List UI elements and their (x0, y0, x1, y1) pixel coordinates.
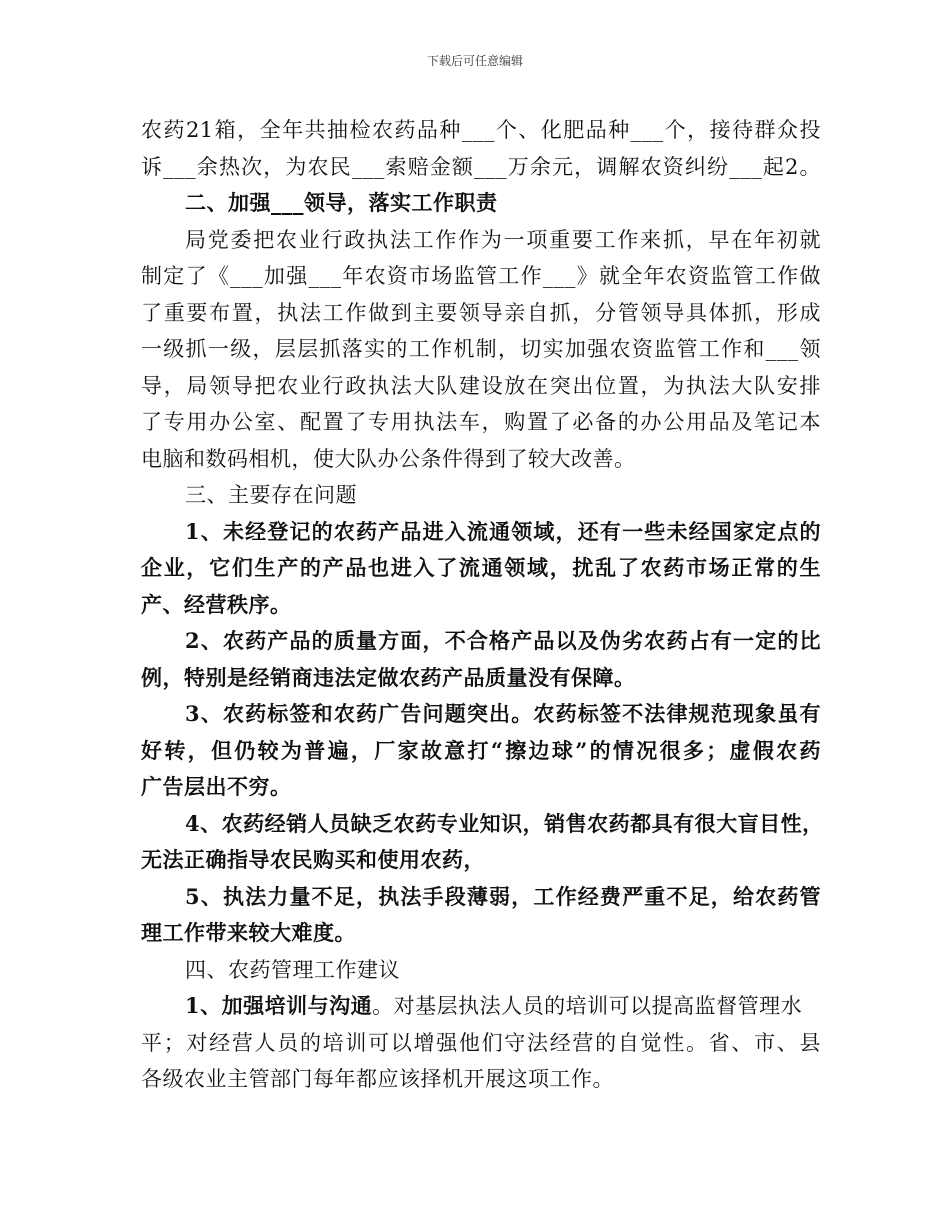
paragraph-line: 电脑和数码相机，使大队办公条件得到了较大改善。 (141, 446, 636, 471)
section-heading: 四、农药管理工作建议 (185, 957, 400, 982)
paragraph-line: 理工作带来较大难度。 (141, 920, 356, 945)
paragraph-line: 例，特别是经销商违法定做农药产品质量没有保障。 (141, 664, 636, 690)
paragraph-line (141, 988, 821, 1025)
paragraph-line: 局党委把农业行政执法工作作为一项重要工作来抓，早在年初就 (185, 227, 821, 252)
paragraph-line: 企业，它们生产的产品也进入了流通领域，扰乱了农药市场正常的生 (141, 555, 821, 580)
bold-lead-text: 1、加强培训与沟通 (185, 993, 373, 1018)
paragraph-line: 了专用办公室、配置了专用执法车，购置了必备的办公用品及笔记本 (141, 410, 821, 434)
paragraph-line: 产、经营秩序。 (141, 591, 292, 617)
section-heading: 三、主要存在问题 (185, 483, 357, 507)
paragraph-line: 3、农药标签和农药广告问题突出。农药标签不法律规范现象虽有 (185, 701, 821, 726)
paragraph-line: 平；对经营人员的培训可以增强他们守法经营的自觉性。省、市、县 (141, 1030, 821, 1055)
page-header: 下载后可任意编辑 (426, 54, 523, 68)
section-heading: 二、加强___领导，落实工作职责 (185, 190, 498, 215)
paragraph-line: 农药21箱，全年共抽检农药品种___个、化肥品种___个，接待群众投 (141, 118, 821, 142)
paragraph-line: 广告层出不穷。 (141, 774, 292, 799)
paragraph-line: 好转，但仍较为普遍，厂家故意打“擦边球”的情况很多；虚假农药 (141, 737, 821, 763)
paragraph-line: 无法正确指导农民购买和使用农药， (141, 847, 485, 872)
paragraph-line: 了重要布置，执法工作做到主要领导亲自抓，分管领导具体抓，形成 (141, 300, 821, 325)
paragraph-line: 导，局领导把农业行政执法大队建设放在突出位置，为执法大队安排 (141, 373, 821, 398)
paragraph-line: 一级抓一级，层层抓落实的工作机制，切实加强农资监管工作和___领 (141, 337, 821, 361)
paragraph-line: 1、未经登记的农药产品进入流通领域，还有一些未经国家定点的 (185, 518, 821, 544)
paragraph-line: 各级农业主管部门每年都应该择机开展这项工作。 (141, 1067, 614, 1091)
paragraph-line: 制定了《___加强___年农资市场监管工作___》就全年农资监管工作做 (141, 264, 821, 288)
document-body (141, 112, 824, 1098)
paragraph-line: 5、执法力量不足，执法手段薄弱，工作经费严重不足，给农药管 (185, 883, 821, 909)
paragraph-line: 2、农药产品的质量方面，不合格产品以及伪劣农药占有一定的比 (185, 628, 821, 653)
paragraph-text: 。对基层执法人员的培训可以提高监督管理水 (372, 994, 803, 1018)
paragraph-line: 4、农药经销人员缺乏农药专业知识，销售农药都具有很大盲目性， (185, 810, 824, 836)
paragraph-line: 诉___余热次，为农民___索赔金额___万余元，调解农资纠纷___起2。 (141, 154, 821, 179)
